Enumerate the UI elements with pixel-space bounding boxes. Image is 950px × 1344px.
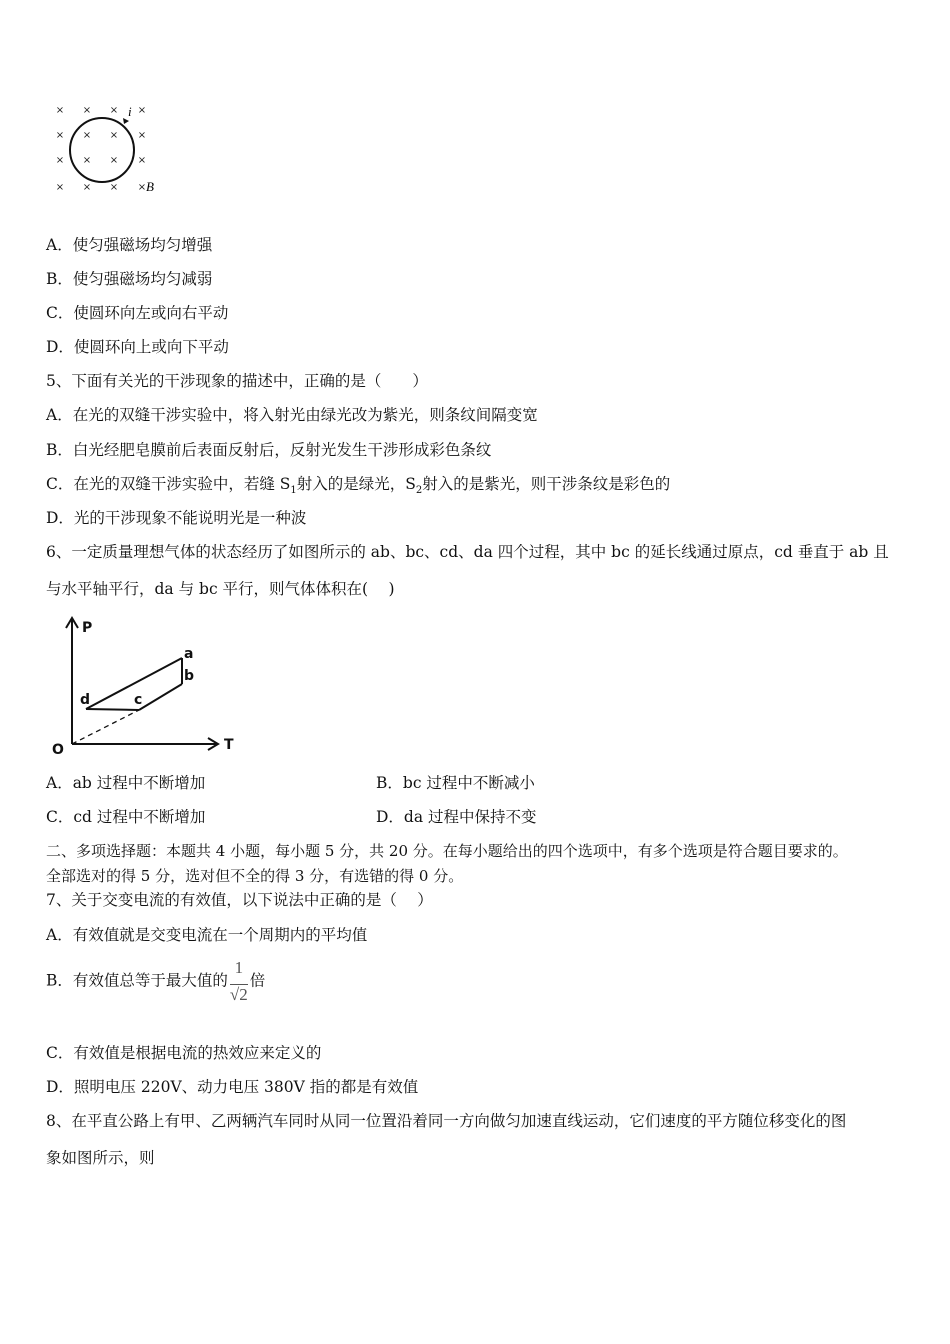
point-b-label: b — [184, 668, 195, 684]
q6-option-a[interactable]: A．ab 过程中不断增加 — [46, 774, 206, 792]
svg-text:×: × — [109, 182, 119, 193]
svg-text:×: × — [137, 182, 147, 193]
svg-text:×: × — [82, 105, 92, 116]
current-label: i — [128, 104, 132, 119]
axis-p-label: P — [82, 620, 93, 636]
q6-option-b[interactable]: B．bc 过程中不断减小 — [376, 774, 535, 792]
svg-text:×: × — [109, 155, 119, 166]
svg-text:×: × — [55, 130, 65, 141]
text: B．有效值总等于最大值的 — [46, 971, 228, 990]
point-c-label: c — [134, 692, 143, 708]
svg-text:×: × — [137, 130, 147, 141]
denominator: √2 — [229, 985, 248, 1004]
q7-option-c[interactable]: C．有效值是根据电流的热效应来定义的 — [46, 1044, 322, 1062]
pt-diagram — [46, 612, 246, 757]
magnetic-field-loop-figure — [50, 98, 170, 198]
q4-option-d[interactable]: D．使圆环向上或向下平动 — [46, 338, 229, 356]
text: 倍 — [249, 971, 266, 990]
origin-label: O — [52, 742, 64, 757]
fraction-one-over-root-two — [230, 958, 248, 1005]
text: 射入的是紫光，则干涉条纹是彩色的 — [422, 475, 671, 493]
q5-option-d[interactable]: D．光的干涉现象不能说明光是一种波 — [46, 509, 307, 527]
q6-stem-line2: 与水平轴平行，da 与 bc 平行，则气体体积在( ) — [46, 580, 395, 598]
q7-option-b[interactable] — [46, 958, 265, 1005]
subscript: 2 — [415, 485, 423, 497]
q5-option-b[interactable]: B．白光经肥皂膜前后表面反射后，反射光发生干涉形成彩色条纹 — [46, 441, 492, 459]
svg-text:×: × — [109, 130, 119, 141]
q8-stem-line1: 8、在平直公路上有甲、乙两辆汽车同时从同一位置沿着同一方向做匀加速直线运动，它们速度的平方随位移变化的图 — [46, 1112, 847, 1130]
q6-stem-line1: 6、一定质量理想气体的状态经历了如图所示的 ab、bc、cd、da 四个过程，其中 bc 的延长线通过原点，cd 垂直于 ab 且 — [46, 543, 889, 561]
text: C．在光的双缝干涉实验中，若缝 S — [46, 475, 291, 493]
numerator: 1 — [234, 958, 244, 977]
point-a-label: a — [184, 646, 194, 662]
q6-option-d[interactable]: D．da 过程中保持不变 — [376, 808, 537, 826]
svg-text:×: × — [82, 155, 92, 166]
q6-option-c[interactable]: C．cd 过程中不断增加 — [46, 808, 206, 826]
svg-text:×: × — [55, 155, 65, 166]
svg-text:×: × — [137, 155, 147, 166]
q4-option-a[interactable]: A．使匀强磁场均匀增强 — [46, 236, 213, 254]
q5-stem: 5、下面有关光的干涉现象的描述中，正确的是（ ） — [46, 372, 428, 390]
q4-option-b[interactable]: B．使匀强磁场均匀减弱 — [46, 270, 213, 288]
axis-t-label: T — [224, 737, 234, 753]
q7-option-a[interactable]: A．有效值就是交变电流在一个周期内的平均值 — [46, 926, 368, 944]
svg-text:×: × — [55, 182, 65, 193]
q7-option-d[interactable]: D．照明电压 220V、动力电压 380V 指的都是有效值 — [46, 1078, 419, 1096]
svg-text:×: × — [55, 105, 65, 116]
q4-option-c[interactable]: C．使圆环向左或向右平动 — [46, 304, 229, 322]
subscript: 1 — [290, 485, 297, 497]
svg-text:×: × — [82, 182, 92, 193]
q5-option-c[interactable] — [46, 474, 670, 501]
svg-text:×: × — [109, 105, 119, 116]
section2-instructions-line2: 全部选对的得 5 分，选对但不全的得 3 分，有选错的得 0 分。 — [46, 867, 464, 885]
text: 射入的是绿光，S — [296, 475, 416, 493]
q8-stem-line2: 象如图所示，则 — [46, 1149, 155, 1167]
svg-text:×: × — [137, 105, 147, 116]
point-d-label: d — [80, 692, 91, 708]
field-label: B — [146, 179, 154, 194]
q7-stem: 7、关于交变电流的有效值，以下说法中正确的是（ ） — [46, 891, 433, 909]
q5-option-a[interactable]: A．在光的双缝干涉实验中，将入射光由绿光改为紫光，则条纹间隔变宽 — [46, 406, 538, 424]
svg-text:×: × — [82, 130, 92, 141]
section2-instructions-line1: 二、多项选择题：本题共 4 小题，每小题 5 分，共 20 分。在每小题给出的四个选项中，有多个选项是符合题目要求的。 — [46, 842, 848, 860]
